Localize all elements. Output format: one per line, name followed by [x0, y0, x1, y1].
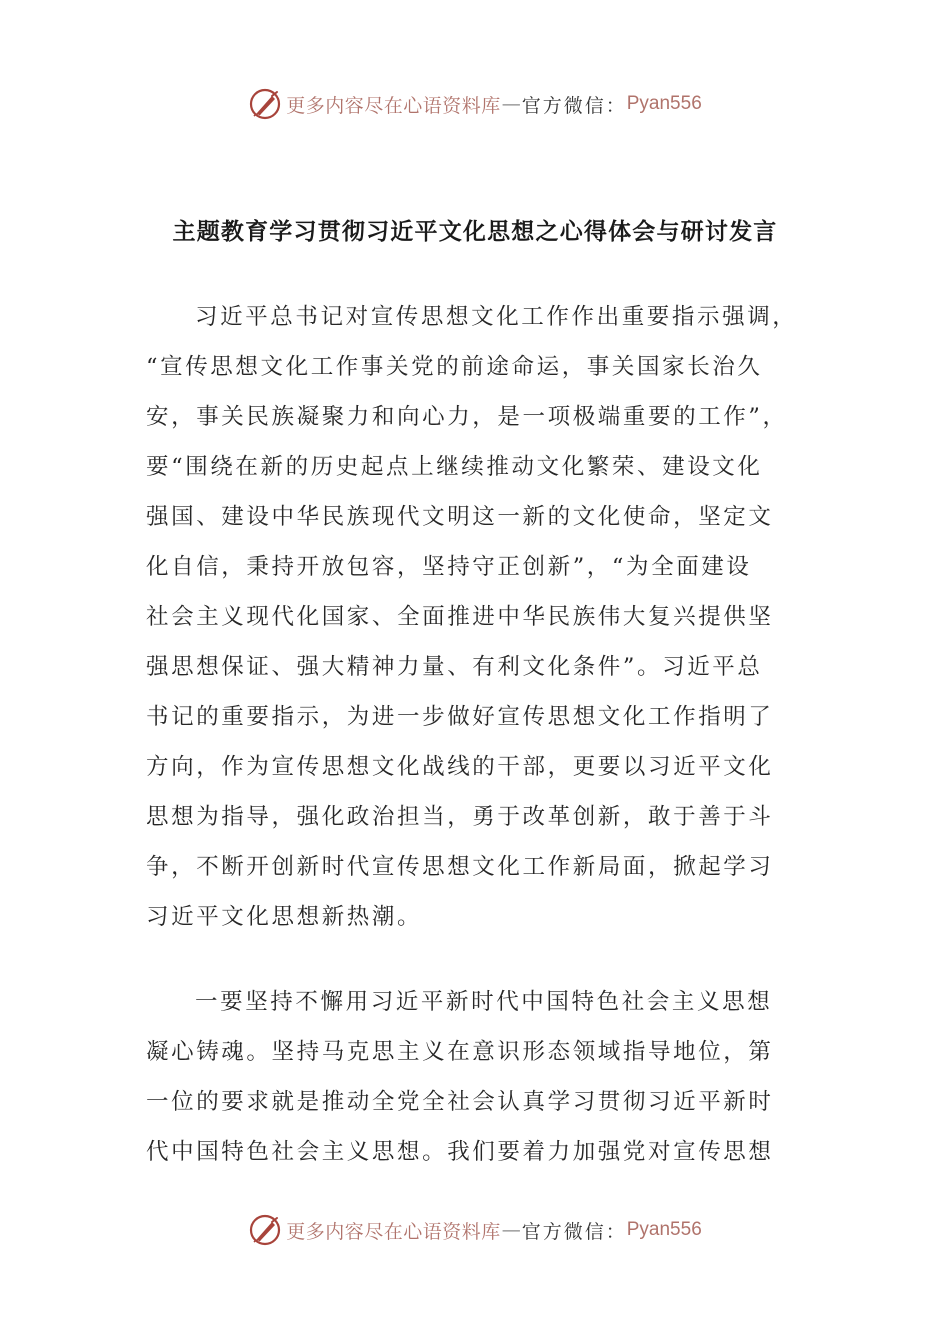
paragraph-line: 思想为指导，强化政治担当，勇于改革创新，敢于善于斗	[146, 804, 774, 830]
paragraph-line: 争，不断开创新时代宣传思想文化工作新局面，掀起学习	[146, 854, 774, 880]
watermark-wechat-label: 官方微信：	[521, 94, 627, 117]
watermark-wechat-label: 官方微信：	[521, 1220, 627, 1243]
paragraph-line: 强国、建设中华民族现代文明这一新的文化使命，坚定文	[146, 504, 774, 530]
paragraph-line: 方向，作为宣传思想文化战线的干部，更要以习近平文化	[146, 754, 774, 780]
paragraph	[146, 977, 806, 1177]
paragraph-line: 社会主义现代化国家、全面推进中华民族伟大复兴提供坚	[146, 604, 774, 630]
paragraph	[146, 292, 806, 942]
paragraph-line: 化自信，秉持开放包容，坚持守正创新”，“为全面建设	[146, 554, 752, 580]
watermark-separator: —	[501, 1219, 521, 1241]
document-title: 主题教育学习贯彻习近平文化思想之心得体会与研讨发言	[172, 218, 778, 245]
paragraph-line: 一位的要求就是推动全党全社会认真学习贯彻习近平新时	[146, 1089, 774, 1115]
footer-watermark	[0, 1210, 950, 1250]
paragraph-line: 代中国特色社会主义思想。我们要着力加强党对宣传思想	[146, 1139, 774, 1165]
paragraph-line: “宣传思想文化工作事关党的前途命运，事关国家长治久	[146, 354, 763, 380]
watermark-wechat-id: Pyan556	[626, 1219, 702, 1240]
paragraph-line: 书记的重要指示，为进一步做好宣传思想文化工作指明了	[146, 704, 774, 730]
paragraph-line: 凝心铸魂。坚持马克思主义在意识形态领域指导地位，第	[146, 1039, 774, 1065]
paragraph-line: 习近平总书记对宣传思想文化工作作出重要指示强调，	[195, 304, 798, 330]
watermark-separator: —	[501, 93, 521, 115]
paragraph-line: 一要坚持不懈用习近平新时代中国特色社会主义思想	[195, 989, 773, 1015]
paragraph-line: 习近平文化思想新热潮。	[146, 904, 423, 930]
quill-seal-icon	[248, 1213, 282, 1247]
paragraph-line: 安，事关民族凝聚力和向心力，是一项极端重要的工作”，	[146, 404, 788, 430]
paragraph-line: 要“围绕在新的历史起点上继续推动文化繁荣、建设文化	[146, 454, 763, 480]
watermark-wechat-id: Pyan556	[626, 93, 702, 114]
watermark-site-text: 更多内容尽在心语资料库	[286, 94, 501, 117]
watermark-site-text: 更多内容尽在心语资料库	[286, 1220, 501, 1243]
paragraph-line: 强思想保证、强大精神力量、有利文化条件”。习近平总	[146, 654, 763, 680]
header-watermark	[0, 84, 950, 124]
quill-seal-icon	[248, 87, 282, 121]
